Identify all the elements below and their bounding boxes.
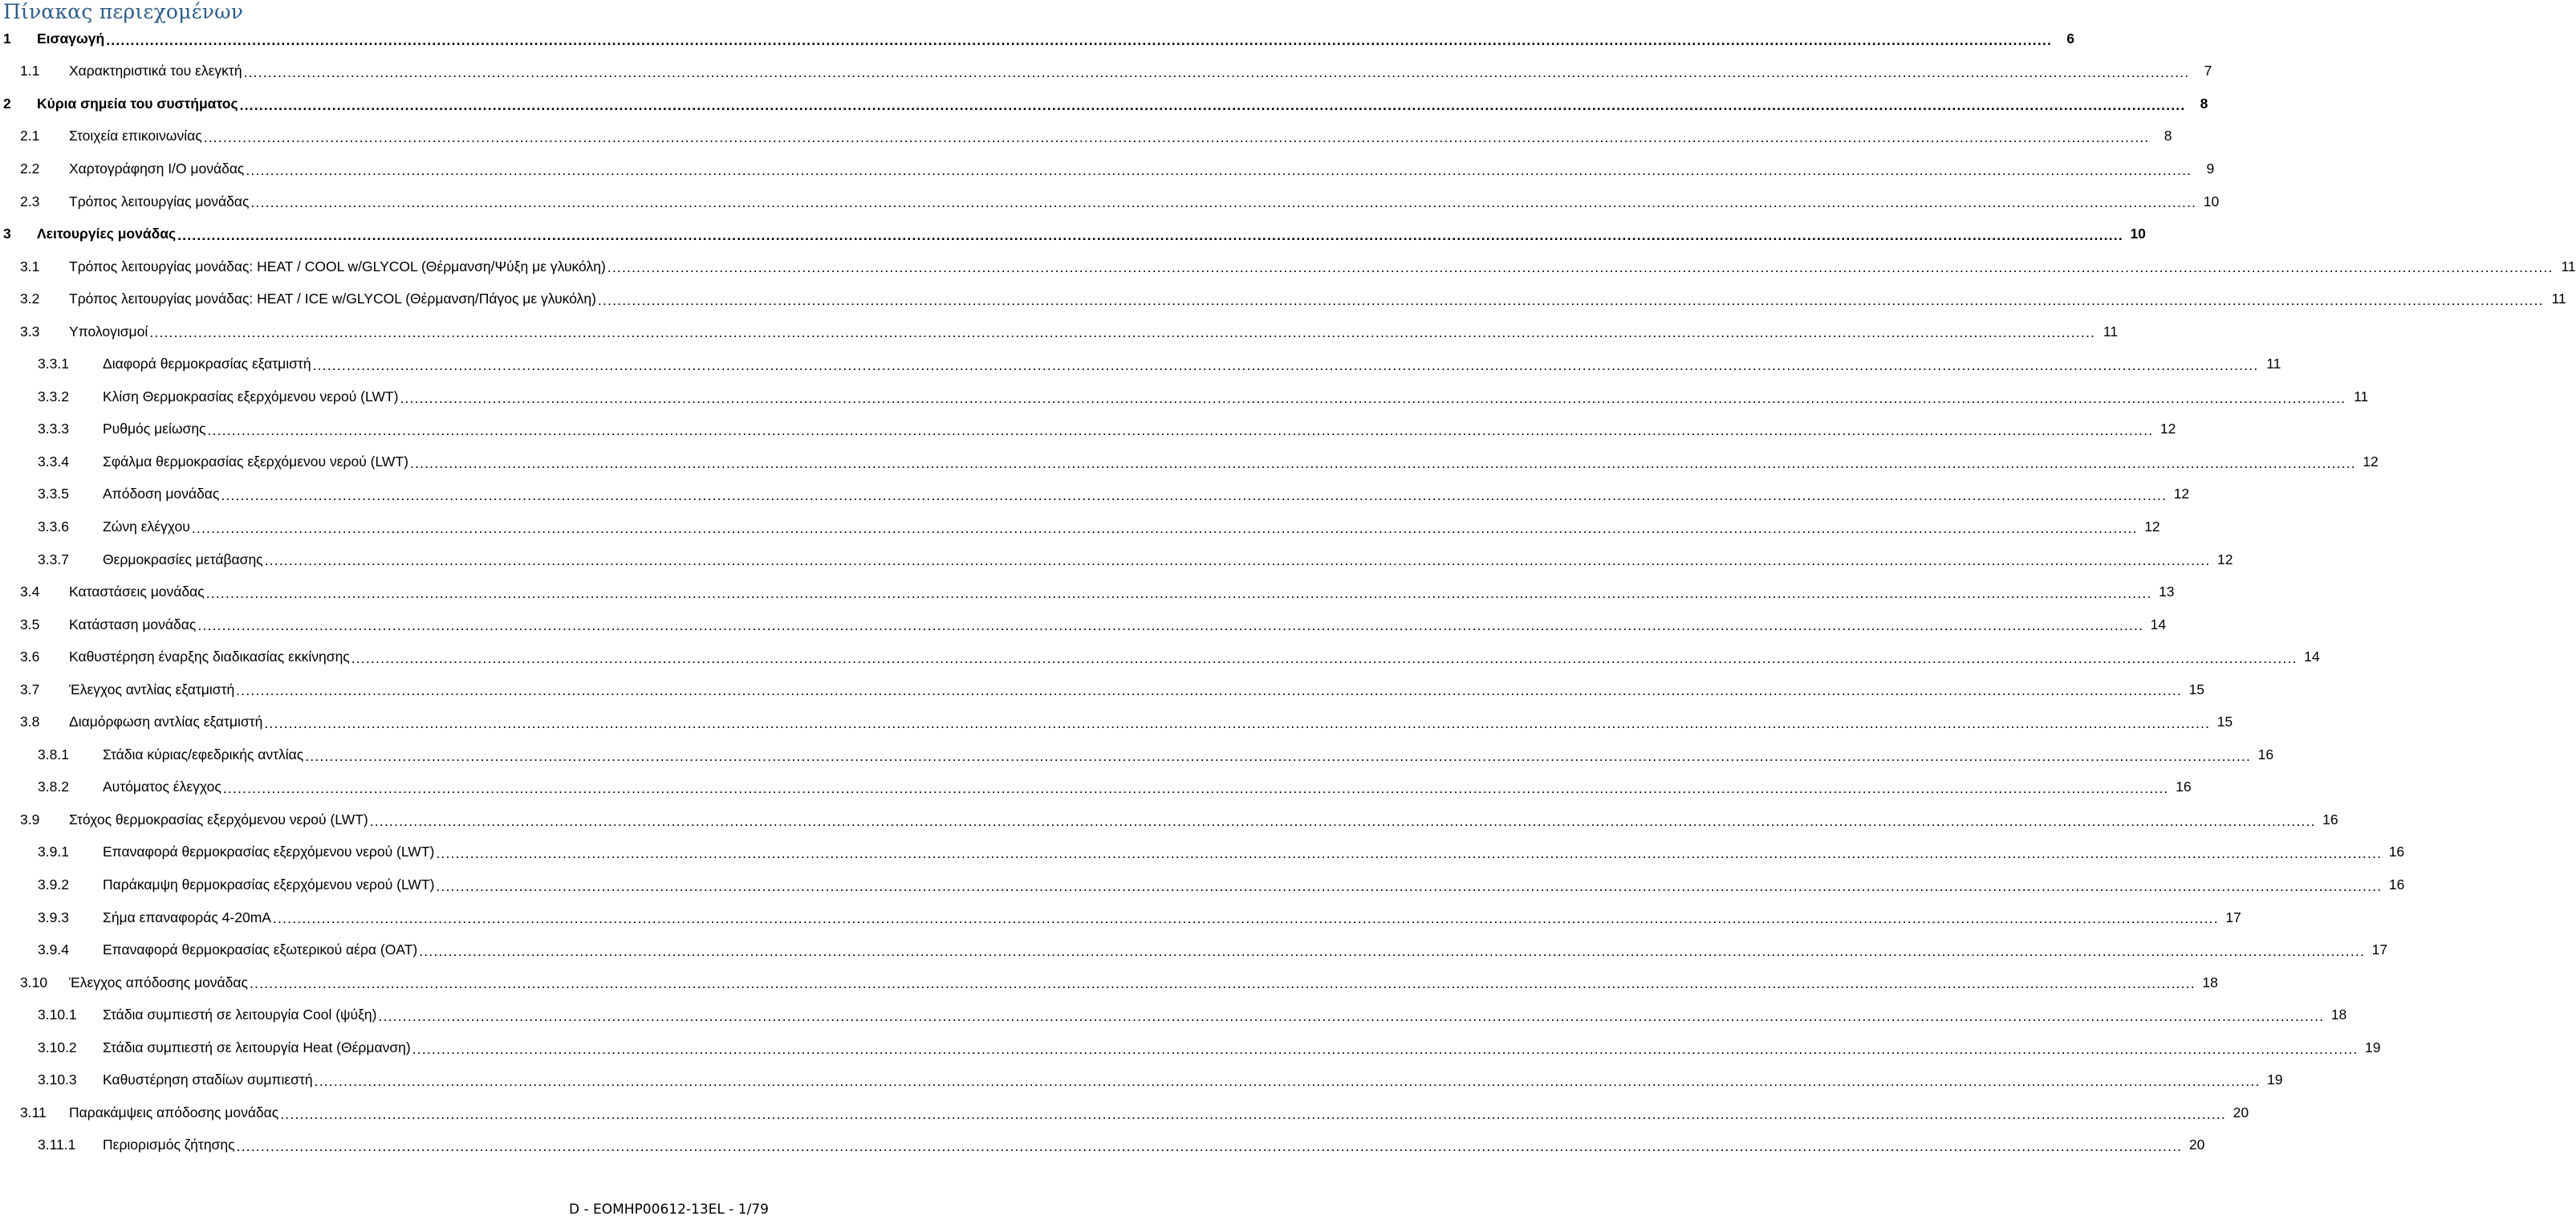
toc-entry-page[interactable]: 8	[2200, 95, 2208, 112]
toc-entry-page[interactable]: 18	[2202, 974, 2218, 990]
dot-leader: ................................................................................................................................................................................................................................................................................................................................................................................................................	[272, 910, 2219, 927]
toc-entry-number: 3.9.2	[38, 876, 69, 893]
toc-entry-title[interactable]: Καθυστέρηση σταδίων συμπιεστή	[103, 1072, 313, 1088]
toc-entry-page[interactable]: 10	[2130, 226, 2146, 242]
toc-entry-number: 3.9	[20, 811, 40, 828]
toc-entry-number: 3.10.1	[38, 1007, 77, 1023]
toc-entry-page[interactable]: 12	[2144, 518, 2160, 535]
toc-entry-number: 3.11.1	[38, 1137, 76, 1153]
toc-entry[interactable]	[0, 478, 2190, 511]
toc-entry-number: 3.8.1	[38, 746, 69, 762]
toc-entry-number: 3.9.1	[38, 844, 69, 860]
toc-entry-page[interactable]: 18	[2330, 1007, 2347, 1023]
toc-entry-title[interactable]: Ρυθμός μείωσης	[103, 421, 206, 437]
toc-entry-title[interactable]: Στάδια συμπιεστή σε λειτουργία Cool (ψύξη)	[103, 1007, 377, 1023]
toc-entry-page[interactable]: 12	[2160, 421, 2176, 437]
toc-entry-title[interactable]: Κλίση Θερμοκρασίας εξερχόμενου νερού (LWT)	[103, 388, 399, 405]
dot-leader: ................................................................................................................................................................................................................................................................................................................................................................................................................	[197, 617, 2144, 634]
toc-entry-page[interactable]: 16	[2388, 844, 2405, 860]
toc-entry-title[interactable]: Υπολογισμοί	[69, 323, 148, 340]
toc-entry-number: 2	[3, 95, 11, 112]
toc-entry-number: 3.1	[20, 258, 40, 274]
toc-entry[interactable]	[0, 1096, 2249, 1129]
toc-entry-page[interactable]: 15	[2216, 714, 2233, 730]
toc-entry[interactable]	[0, 413, 2176, 446]
toc-entry-page[interactable]: 12	[2216, 551, 2233, 567]
toc-entry-number: 2.1	[20, 128, 40, 144]
toc-entry-title[interactable]: Καθυστέρηση έναρξης διαδικασίας εκκίνησης	[69, 649, 350, 665]
dot-leader: ................................................................................................................................................................................................................................................................................................................................................................................................................	[239, 96, 2186, 113]
toc-entry[interactable]	[0, 1064, 2283, 1097]
dot-leader: ................................................................................................................................................................................................................................................................................................................................................................................................................	[264, 715, 2211, 732]
page-footer: D - EOMHP00612-13EL - 1/79	[568, 1202, 769, 1218]
toc-entry-page[interactable]: 19	[2267, 1072, 2283, 1088]
toc-entry[interactable]	[0, 87, 2208, 120]
dot-leader: ................................................................................................................................................................................................................................................................................................................................................................................................................	[246, 161, 2192, 178]
toc-entry-number: 2.2	[20, 160, 40, 177]
toc-entry-number: 3.8.2	[38, 779, 69, 795]
toc-entry-number: 1.1	[20, 63, 40, 79]
toc-entry-page[interactable]: 12	[2173, 486, 2190, 502]
toc-entry[interactable]	[0, 250, 2576, 283]
toc-entry-title[interactable]: Σφάλμα θερμοκρασίας εξερχόμενου νερού (LWT)	[103, 453, 408, 470]
toc-entry-number: 3.6	[20, 649, 40, 665]
toc-entry[interactable]	[0, 608, 2167, 641]
toc-entry-page[interactable]: 10	[2203, 193, 2220, 209]
toc-entry[interactable]	[0, 803, 2338, 836]
toc-entry-number: 3.5	[20, 616, 40, 632]
toc-entry-title[interactable]: Έλεγχος απόδοσης μονάδας	[69, 974, 248, 990]
toc-entry-page[interactable]: 16	[2322, 811, 2338, 828]
toc-entry-page[interactable]: 16	[2388, 876, 2405, 893]
toc-entry-title[interactable]: Τρόπος λειτουργίας μονάδας	[69, 193, 250, 209]
toc-entry-number: 3.3.3	[38, 421, 69, 437]
toc-entry[interactable]	[0, 543, 2233, 576]
toc-entry-page[interactable]: 8	[2164, 128, 2172, 144]
toc-entry-title[interactable]: Στάδια συμπιεστή σε λειτουργία Heat (Θέρμανση)	[103, 1039, 411, 1055]
toc-entry-title[interactable]: Ζώνη ελέγχου	[103, 518, 190, 535]
toc-entry-page[interactable]: 15	[2188, 681, 2205, 697]
toc-entry-page[interactable]: 7	[2204, 63, 2212, 79]
toc-entry-page[interactable]: 14	[2150, 616, 2167, 632]
toc-entry-page[interactable]: 17	[2225, 909, 2241, 925]
dot-leader: ................................................................................................................................................................................................................................................................................................................................................................................................................	[106, 31, 2053, 48]
toc-entry[interactable]	[0, 738, 2274, 771]
dot-leader: ................................................................................................................................................................................................................................................................................................................................................................................................................	[436, 845, 2383, 862]
dot-leader: ................................................................................................................................................................................................................................................................................................................................................................................................................	[400, 389, 2346, 406]
toc-entry-title[interactable]: Επαναφορά θερμοκρασίας εξωτερικού αέρα (OAT)	[103, 941, 418, 958]
toc-entry-page[interactable]: 12	[2363, 453, 2379, 470]
toc-entry-page[interactable]: 13	[2159, 584, 2175, 600]
toc-entry-title[interactable]: Παρακάμψεις απόδοσης μονάδας	[69, 1104, 279, 1120]
toc-entry-title[interactable]: Χαρτογράφηση I/O μονάδας	[69, 160, 245, 177]
toc-entry-title[interactable]: Καταστάσεις μονάδας	[69, 584, 205, 600]
toc-entry[interactable]	[0, 55, 2212, 88]
toc-entry[interactable]	[0, 673, 2205, 706]
toc-entry-number: 3.10.2	[38, 1039, 77, 1055]
toc-entry-page[interactable]: 11	[2266, 356, 2281, 372]
toc-entry[interactable]	[0, 283, 2566, 315]
toc-entry-number: 3.10	[20, 974, 48, 990]
toc-entry-number: 3.7	[20, 681, 40, 697]
toc-entry-number: 3.8	[20, 714, 40, 730]
dot-leader: ................................................................................................................................................................................................................................................................................................................................................................................................................	[412, 1040, 2359, 1057]
dot-leader: ................................................................................................................................................................................................................................................................................................................................................................................................................	[597, 291, 2544, 308]
toc-entry-title[interactable]: Τρόπος λειτουργίας μονάδας: HEAT / COOL w/GLYCOL (Θέρμανση/Ψύξη με γλυκόλη)	[69, 258, 606, 274]
toc-entry[interactable]	[0, 868, 2405, 901]
toc-entry-title[interactable]: Χαρακτηριστικά του ελεγκτή	[69, 63, 242, 79]
toc-entry-page[interactable]: 11	[2561, 258, 2576, 274]
toc-entry[interactable]	[0, 510, 2160, 543]
toc-entry[interactable]	[0, 640, 2320, 673]
toc-entry-number: 3.3.2	[38, 388, 69, 405]
toc-entry-number: 3.3	[20, 323, 40, 340]
toc-entry-title[interactable]: Επαναφορά θερμοκρασίας εξερχόμενου νερού (LWT)	[103, 844, 435, 860]
toc-entry-page[interactable]: 14	[2304, 649, 2320, 665]
toc-entry[interactable]	[0, 706, 2233, 738]
dot-leader: ................................................................................................................................................................................................................................................................................................................................................................................................................	[264, 552, 2211, 569]
dot-leader: ................................................................................................................................................................................................................................................................................................................................................................................................................	[409, 454, 2356, 471]
toc-entry-number: 3.3.6	[38, 518, 69, 535]
toc-entry-page[interactable]: 6	[2066, 30, 2075, 47]
dot-leader: ................................................................................................................................................................................................................................................................................................................................................................................................................	[205, 584, 2152, 601]
toc-entry-title[interactable]: Στοιχεία επικοινωνίας	[69, 128, 202, 144]
toc-entry-number: 3.10.3	[38, 1072, 77, 1088]
dot-leader: ................................................................................................................................................................................................................................................................................................................................................................................................................	[221, 487, 2168, 504]
toc-entry[interactable]	[0, 218, 2146, 250]
toc-entry[interactable]	[0, 22, 2075, 55]
toc-entry-number: 3.9.3	[38, 909, 69, 925]
toc-entry-title[interactable]: Κατάσταση μονάδας	[69, 616, 197, 632]
toc-list	[0, 22, 2576, 1161]
toc-entry[interactable]	[0, 120, 2172, 153]
dot-leader: ................................................................................................................................................................................................................................................................................................................................................................................................................	[177, 226, 2123, 243]
toc-entry-number: 3.3.5	[38, 486, 69, 502]
toc-entry-title[interactable]: Εισαγωγή	[37, 30, 105, 47]
toc-entry-number: 3.4	[20, 584, 40, 600]
toc-entry-title[interactable]: Σήμα επαναφοράς 4-20mA	[103, 909, 271, 925]
toc-entry-number: 3.3.1	[38, 356, 69, 372]
toc-entry-page[interactable]: 11	[2551, 291, 2566, 307]
dot-leader: ................................................................................................................................................................................................................................................................................................................................................................................................................	[378, 1007, 2325, 1024]
dot-leader: ................................................................................................................................................................................................................................................................................................................................................................................................................	[149, 324, 2096, 341]
dot-leader: ................................................................................................................................................................................................................................................................................................................................................................................................................	[236, 682, 2183, 699]
dot-leader: ................................................................................................................................................................................................................................................................................................................................................................................................................	[250, 194, 2197, 211]
toc-entry[interactable]	[0, 348, 2281, 380]
dot-leader: ................................................................................................................................................................................................................................................................................................................................................................................................................	[314, 1073, 2261, 1090]
dot-leader: ................................................................................................................................................................................................................................................................................................................................................................................................................	[436, 877, 2383, 894]
toc-entry-number: 3.11	[20, 1104, 47, 1120]
toc-entry[interactable]	[0, 152, 2215, 185]
dot-leader: ................................................................................................................................................................................................................................................................................................................................................................................................................	[419, 942, 2366, 959]
toc-entry-title[interactable]: Κύρια σημεία του συστήματος	[37, 95, 238, 112]
toc-entry-number: 3.3.4	[38, 453, 69, 470]
toc-entry-number: 2.3	[20, 193, 40, 209]
toc-entry-title[interactable]: Έλεγχος αντλίας εξατμιστή	[69, 681, 235, 697]
toc-entry-title[interactable]: Διαμόρφωση αντλίας εξατμιστή	[69, 714, 263, 730]
toc-entry-number: 3.9.4	[38, 941, 69, 958]
dot-leader: ................................................................................................................................................................................................................................................................................................................................................................................................................	[351, 649, 2298, 666]
toc-entry[interactable]	[0, 1129, 2205, 1162]
toc-entry-page[interactable]: 17	[2371, 941, 2388, 958]
dot-leader: ................................................................................................................................................................................................................................................................................................................................................................................................................	[312, 357, 2259, 374]
toc-entry-number: 1	[3, 30, 11, 47]
dot-leader: ................................................................................................................................................................................................................................................................................................................................................................................................................	[280, 1105, 2227, 1122]
dot-leader: ................................................................................................................................................................................................................................................................................................................................................................................................................	[249, 975, 2196, 992]
dot-leader: ................................................................................................................................................................................................................................................................................................................................................................................................................	[191, 519, 2138, 536]
toc-entry[interactable]	[0, 998, 2347, 1031]
dot-leader: ................................................................................................................................................................................................................................................................................................................................................................................................................	[305, 747, 2252, 764]
toc-entry-number: 3.2	[20, 291, 40, 307]
toc-entry-number: 3	[3, 226, 11, 242]
dot-leader: ................................................................................................................................................................................................................................................................................................................................................................................................................	[207, 422, 2154, 439]
dot-leader: ................................................................................................................................................................................................................................................................................................................................................................................................................	[222, 780, 2169, 797]
toc-entry[interactable]	[0, 933, 2388, 966]
toc-entry[interactable]	[0, 966, 2218, 999]
toc-entry[interactable]	[0, 445, 2379, 478]
toc-entry-page[interactable]: 9	[2206, 160, 2215, 177]
toc-entry-page[interactable]: 19	[2365, 1039, 2381, 1055]
dot-leader: ................................................................................................................................................................................................................................................................................................................................................................................................................	[607, 259, 2554, 276]
toc-entry[interactable]	[0, 185, 2220, 218]
toc-entry-title[interactable]: Τρόπος λειτουργίας μονάδας: HEAT / ICE w/GLYCOL (Θέρμανση/Πάγος με γλυκόλη)	[69, 291, 596, 307]
dot-leader: ................................................................................................................................................................................................................................................................................................................................................................................................................	[236, 1138, 2183, 1155]
toc-entry-page[interactable]: 16	[2176, 779, 2192, 795]
toc-entry-title[interactable]: Θερμοκρασίες μετάβασης	[103, 551, 263, 567]
toc-title: Πίνακας περιεχομένων	[3, 0, 244, 23]
toc-entry[interactable]	[0, 771, 2192, 804]
toc-entry-title[interactable]: Περιορισμός ζήτησης	[103, 1137, 235, 1153]
toc-entry[interactable]	[0, 315, 2119, 348]
toc-entry[interactable]	[0, 901, 2241, 934]
dot-leader: ................................................................................................................................................................................................................................................................................................................................................................................................................	[243, 64, 2190, 81]
toc-entry-number: 3.3.7	[38, 551, 69, 567]
toc-entry-title[interactable]: Λειτουργίες μονάδας	[37, 226, 177, 242]
toc-entry-title[interactable]: Διαφορά θερμοκρασίας εξατμιστή	[103, 356, 311, 372]
toc-entry-page[interactable]: 20	[2188, 1137, 2205, 1153]
toc-entry-page[interactable]: 20	[2233, 1104, 2249, 1120]
toc-entry-title[interactable]: Αυτόματος έλεγχος	[103, 779, 221, 795]
toc-entry[interactable]	[0, 380, 2369, 413]
toc-entry[interactable]	[0, 575, 2175, 608]
dot-leader: ................................................................................................................................................................................................................................................................................................................................................................................................................	[369, 812, 2316, 829]
toc-entry[interactable]	[0, 1031, 2381, 1064]
toc-entry-title[interactable]: Στόχος θερμοκρασίας εξερχόμενου νερού (LWT)	[69, 811, 368, 828]
toc-entry-page[interactable]: 11	[2354, 388, 2369, 405]
toc-entry-title[interactable]: Στάδια κύριας/εφεδρικής αντλίας	[103, 746, 304, 762]
toc-entry[interactable]	[0, 836, 2405, 869]
dot-leader: ................................................................................................................................................................................................................................................................................................................................................................................................................	[203, 129, 2150, 146]
toc-entry-page[interactable]: 16	[2257, 746, 2274, 762]
toc-entry-title[interactable]: Παράκαμψη θερμοκρασίας εξερχόμενου νερού (LWT)	[103, 876, 435, 893]
toc-entry-title[interactable]: Απόδοση μονάδας	[103, 486, 220, 502]
toc-entry-page[interactable]: 11	[2103, 323, 2119, 340]
